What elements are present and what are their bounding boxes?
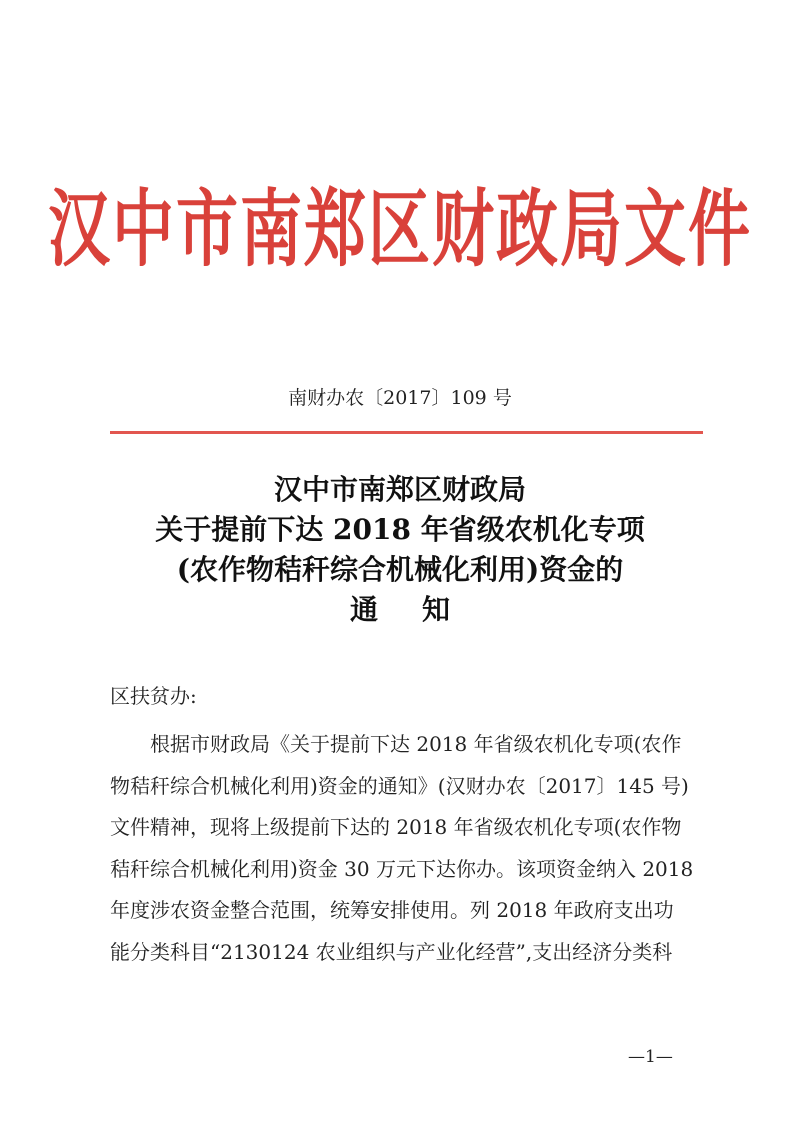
title-line-2: 关于提前下达 2018 年省级农机化专项 [155,513,645,546]
salutation: 区扶贫办: [110,684,197,708]
title-line-1: 汉中市南郑区财政局 [273,473,526,506]
body-line: 能分类科目“2130124 农业组织与产业化经营”,支出经济分类科 [110,939,673,964]
document-number: 南财办农〔2017〕109 号 [288,387,512,409]
body-line: 根据市财政局《关于提前下达 2018 年省级农机化专项(农作 [150,732,682,756]
issuer-title: 汉中市南郑区财政局文件 [47,179,752,279]
notice-title [0,470,800,630]
body-line: 年度涉农资金整合范围，统筹安排使用。列 2018 年政府支出功 [110,898,674,922]
page-number: —1— [628,1047,673,1067]
body-paragraph [110,724,700,973]
title-line-3: (农作物秸秆综合机械化利用)资金的 [176,553,624,586]
title-line-4: 通知 [349,593,494,626]
red-divider [110,431,703,434]
body-line: 文件精神，现将上级提前下达的 2018 年省级农机化专项(农作物 [110,815,682,839]
body-line: 秸秆综合机械化利用)资金 30 万元下达你办。该项资金纳入 2018 [110,856,694,881]
body-line: 物秸秆综合机械化利用)资金的通知》(汉财办农〔2017〕145 号) [110,773,689,798]
